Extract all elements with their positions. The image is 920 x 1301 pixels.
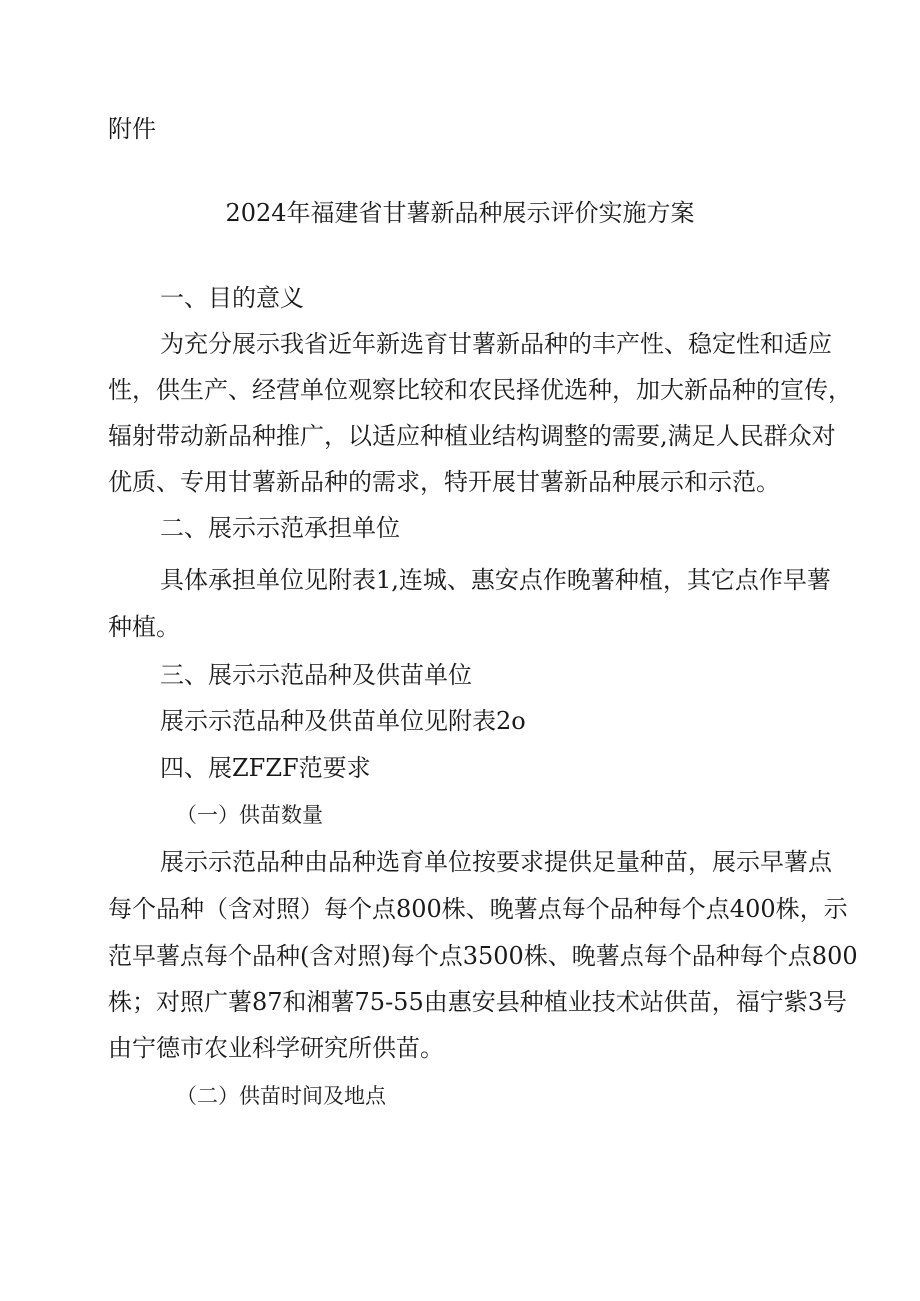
document-title: 2024年福建省甘薯新品种展示评价实施方案 [225,199,695,227]
attachment-label: 附件 [108,115,156,143]
paragraph-line: 由宁德市农业科学研究所供苗。 [108,1034,444,1062]
section-heading-units: 二、展示示范承担单位 [160,514,400,542]
section-heading-varieties: 三、展示示范品种及供苗单位 [160,661,472,689]
subsection-heading-seedling-quantity: （一）供苗数量 [176,803,323,827]
paragraph-line: 性，供生产、经营单位观察比较和农民择优选种，加大新品种的宣传， [108,376,852,404]
paragraph-line: 优质、专用甘薯新品种的需求，特开展甘薯新品种展示和示范。 [108,468,780,496]
paragraph-line: 每个品种（含对照）每个点800株、晚薯点每个品种每个点400株，示 [108,895,848,923]
paragraph-line: 株；对照广薯87和湘薯75-55由惠安县种植业技术站供苗，福宁紫3号 [108,988,847,1016]
paragraph-line: 具体承担单位见附表1,连城、惠安点作晚薯种植，其它点作早薯 [160,566,831,594]
section-heading-requirements: 四、展ZFZF范要求 [160,754,371,782]
paragraph-line: 展示示范品种由品种选育单位按要求提供足量种苗，展示早薯点 [160,848,832,876]
paragraph-line: 为充分展示我省近年新选育甘薯新品种的丰产性、稳定性和适应 [160,330,832,358]
subsection-heading-seedling-time-place: （二）供苗时间及地点 [176,1084,386,1108]
paragraph-line: 辐射带动新品种推广，以适应种植业结构调整的需要,满足人民群众对 [108,422,836,450]
paragraph-line: 种植。 [108,613,180,641]
paragraph-line: 展示示范品种及供苗单位见附表2o [160,707,526,735]
section-heading-purpose: 一、目的意义 [160,284,304,312]
paragraph-line: 范早薯点每个品种(含对照)每个点3500株、晚薯点每个品种每个点800 [108,942,858,970]
